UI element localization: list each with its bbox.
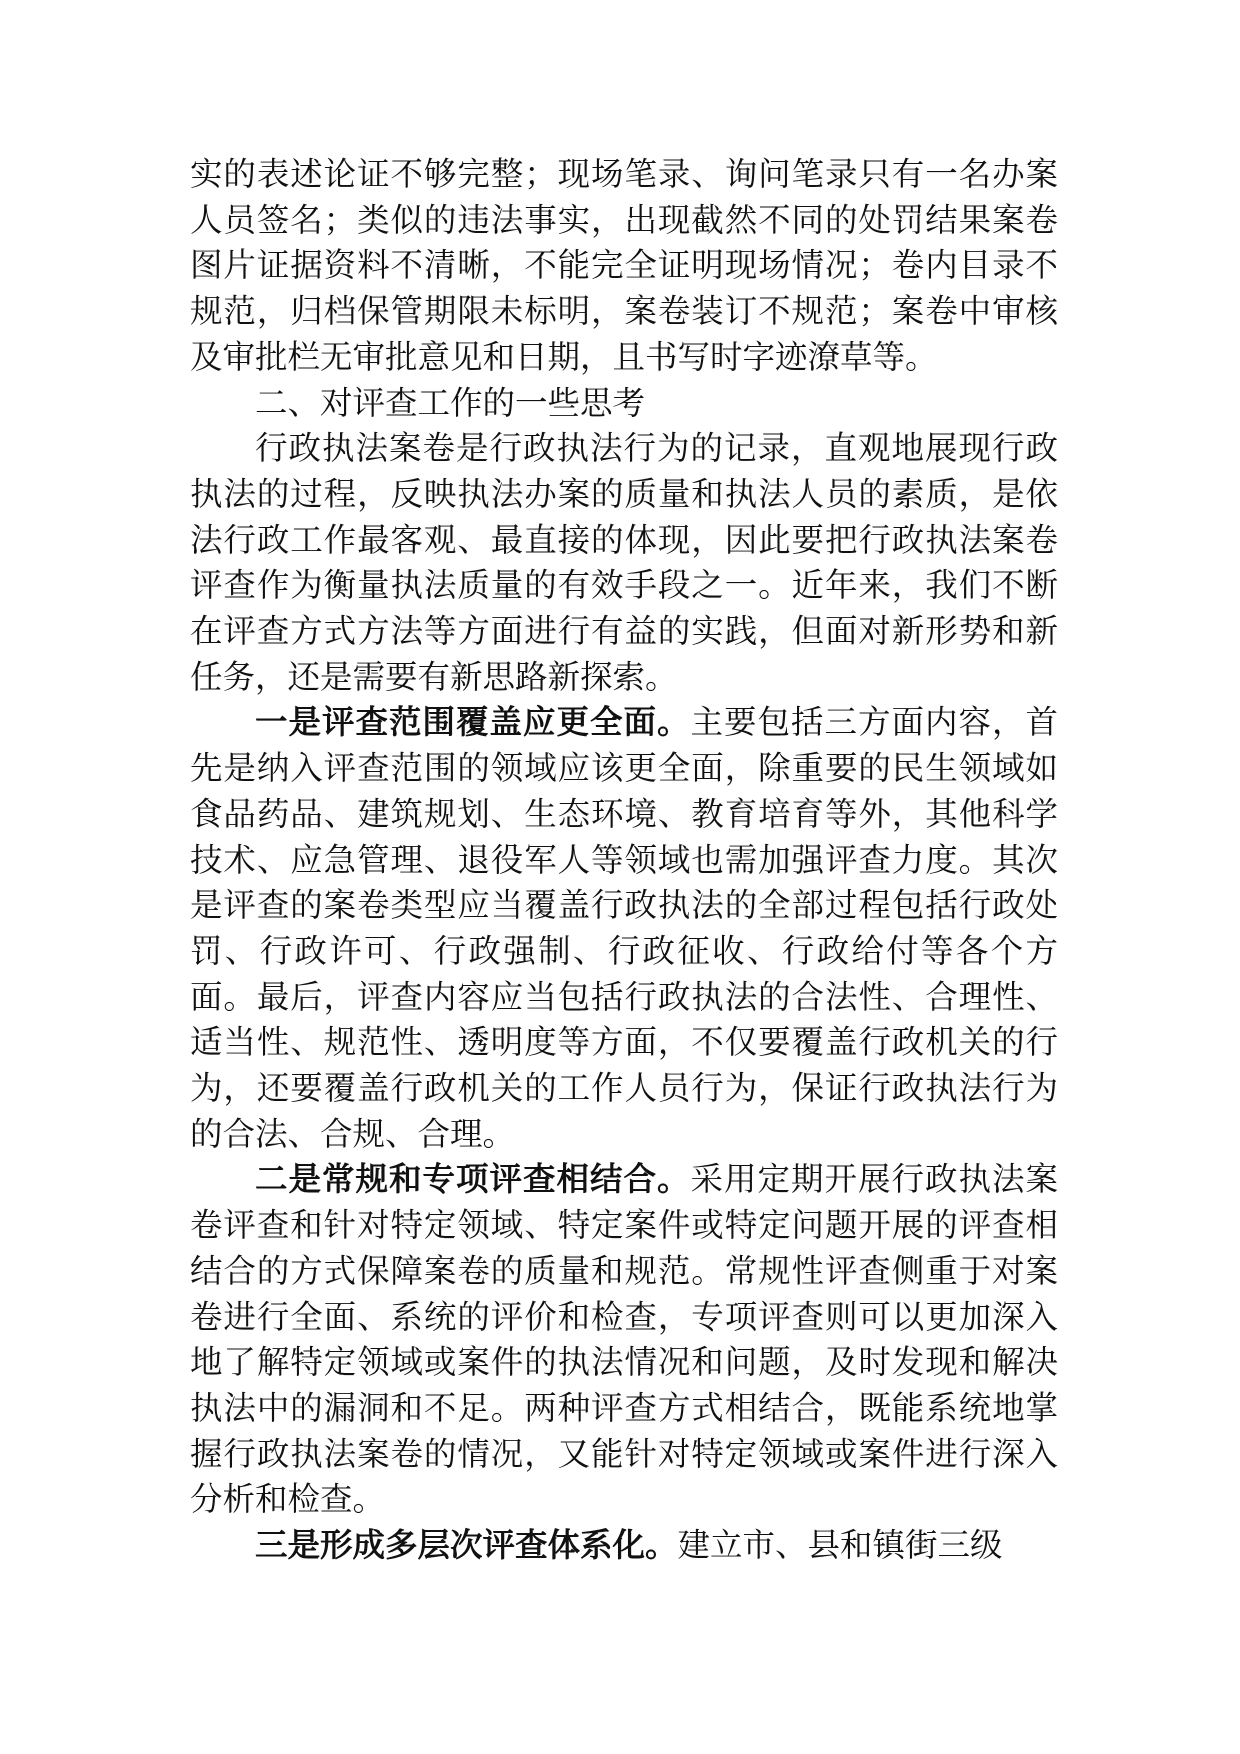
- paragraph-point-two: [190, 1157, 1058, 1523]
- point-three-heading: 三是形成多层次评查体系化。: [255, 1526, 678, 1565]
- document-page: [190, 152, 1058, 1569]
- point-one-body: 主要包括三方面内容，首先是纳入评查范围的领域应该更全面，除重要的民生领域如食品药品、建筑规划、生态环境、教育培育等外，其他科学技术、应急管理、退役军人等领域也需加强评查力度。其次是评查的案卷类型应当覆盖行政执法的全部过程包括行政处罚、行政许可、行政强制、行政征收、行政给付等各个方面。最后，评查内容应当包括行政执法的合法性、合理性、适当性、规范性、透明度等方面，不仅要覆盖行政机关的行为，还要覆盖行政机关的工作人员行为，保证行政执法行为的合法、合规、合理。: [190, 703, 1058, 1153]
- point-three-body: 建立市、县和镇街三级: [677, 1526, 1003, 1565]
- paragraph-intro-thoughts: 行政执法案卷是行政执法行为的记录，直观地展现行政执法的过程，反映执法办案的质量和执法人员的素质，是依法行政工作最客观、最直接的体现，因此要把行政执法案卷评查作为衡量执法质量的有效手段之一。近年来，我们不断在评查方式方法等方面进行有益的实践，但面对新形势和新任务，还是需要有新思路新探索。: [190, 429, 1058, 696]
- paragraph-point-three: [190, 1523, 1058, 1569]
- point-two-heading: 二是常规和专项评查相结合。: [255, 1160, 691, 1199]
- section-heading: 二、对评查工作的一些思考: [255, 383, 646, 422]
- point-one-heading: 一是评查范围覆盖应更全面。: [255, 703, 691, 742]
- paragraph-point-one: [190, 700, 1058, 1157]
- paragraph-continued-problems: 实的表述论证不够完整；现场笔录、询问笔录只有一名办案人员签名；类似的违法事实，出现截然不同的处罚结果案卷图片证据资料不清晰，不能完全证明现场情况；卷内目录不规范，归档保管期限未标明，案卷装订不规范；案卷中审核及审批栏无审批意见和日期，且书写时字迹潦草等。: [190, 155, 1058, 376]
- point-two-body: 采用定期开展行政执法案卷评查和针对特定领域、特定案件或特定问题开展的评查相结合的方式保障案卷的质量和规范。常规性评查侧重于对案卷进行全面、系统的评价和检查，专项评查则可以更加深入地了解特定领域或案件的执法情况和问题，及时发现和解决执法中的漏洞和不足。两种评查方式相结合，既能系统地掌握行政执法案卷的情况，又能针对特定领域或案件进行深入分析和检查。: [190, 1160, 1058, 1519]
